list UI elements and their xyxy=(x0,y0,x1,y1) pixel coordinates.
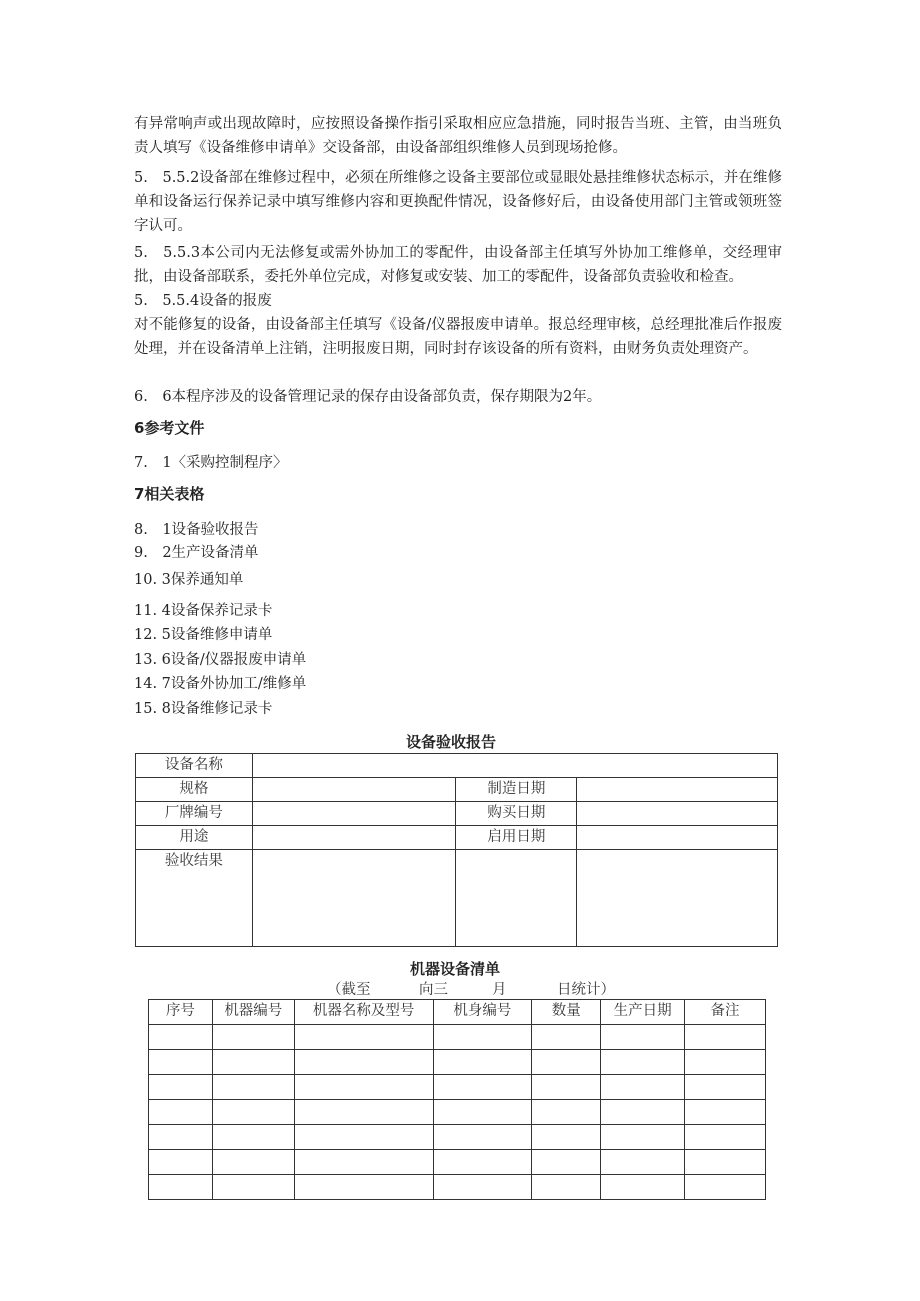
table-cell[interactable] xyxy=(601,1175,685,1200)
reference-item: 7. 1〈采购控制程序〉 xyxy=(134,455,288,471)
value-spec[interactable] xyxy=(252,778,456,802)
table-cell[interactable] xyxy=(212,1050,294,1075)
table-header-row xyxy=(149,1000,766,1025)
table-row xyxy=(136,850,778,947)
table-cell[interactable] xyxy=(433,1150,532,1175)
form-list-item: 9. 2生产设备清单 xyxy=(134,545,259,561)
value-purchase-date[interactable] xyxy=(577,802,778,826)
body-line-5-5-4: 5. 5.5.4设备的报废 xyxy=(134,293,272,309)
table-cell[interactable] xyxy=(601,1025,685,1050)
table-row xyxy=(149,1100,766,1125)
table-cell[interactable] xyxy=(294,1125,433,1150)
equipment-list-subtitle-3: 月 xyxy=(492,982,507,998)
table-cell[interactable] xyxy=(532,1075,601,1100)
value-acceptance-result-3[interactable] xyxy=(577,850,778,947)
table-cell[interactable] xyxy=(433,1100,532,1125)
table-cell[interactable] xyxy=(149,1100,213,1125)
table-cell[interactable] xyxy=(685,1150,766,1175)
table-cell[interactable] xyxy=(433,1025,532,1050)
table-cell[interactable] xyxy=(294,1175,433,1200)
table-cell[interactable] xyxy=(532,1100,601,1125)
table-cell[interactable] xyxy=(685,1100,766,1125)
table-row xyxy=(136,778,778,802)
table-row xyxy=(149,1075,766,1100)
body-line-6: 6. 6本程序涉及的设备管理记录的保存由设备部负责，保存期限为2年。 xyxy=(134,389,602,405)
equipment-list-subtitle-1: （截至 xyxy=(327,982,371,998)
column-header: 机器编号 xyxy=(212,1000,294,1025)
heading-reference-docs: 6参考文件 xyxy=(134,419,205,437)
column-header: 机器名称及型号 xyxy=(294,1000,433,1025)
form-list-item: 15. 8设备维修记录卡 xyxy=(134,701,273,717)
label-acceptance-result: 验收结果 xyxy=(136,850,253,947)
table-cell[interactable] xyxy=(433,1050,532,1075)
table-row xyxy=(136,826,778,850)
value-mfg-date[interactable] xyxy=(577,778,778,802)
label-manufacturer-no: 厂牌编号 xyxy=(136,802,253,826)
column-header: 生产日期 xyxy=(601,1000,685,1025)
form-list-item: 10. 3保养通知单 xyxy=(134,572,244,588)
table-cell[interactable] xyxy=(149,1050,213,1075)
label-purpose: 用途 xyxy=(136,826,253,850)
form-list-item: 11. 4设备保养记录卡 xyxy=(134,603,273,619)
table-cell[interactable] xyxy=(212,1075,294,1100)
body-paragraph: 有异常响声或出现故障时，应按照设备操作指引采取相应应急措施，同时报告当班、主管，由当班负责人填写《设备维修申请单》交设备部，由设备部组织维修人员到现场抢修。 xyxy=(134,116,782,156)
table-cell[interactable] xyxy=(433,1175,532,1200)
acceptance-report-table xyxy=(135,753,778,947)
table-cell[interactable] xyxy=(149,1150,213,1175)
table-cell[interactable] xyxy=(149,1125,213,1150)
table-cell[interactable] xyxy=(433,1125,532,1150)
form-list-item: 8. 1设备验收报告 xyxy=(134,522,259,538)
label-mfg-date: 制造日期 xyxy=(456,778,577,802)
value-start-date[interactable] xyxy=(577,826,778,850)
table-cell[interactable] xyxy=(294,1075,433,1100)
table-cell[interactable] xyxy=(212,1025,294,1050)
table-cell[interactable] xyxy=(601,1100,685,1125)
table-cell[interactable] xyxy=(294,1025,433,1050)
table-row xyxy=(149,1125,766,1150)
label-purchase-date: 购买日期 xyxy=(456,802,577,826)
form-list-item: 12. 5设备维修申请单 xyxy=(134,627,273,643)
equipment-list-title: 机器设备清单 xyxy=(410,960,501,978)
heading-related-forms: 7相关表格 xyxy=(134,485,205,503)
table-cell[interactable] xyxy=(212,1175,294,1200)
table-cell[interactable] xyxy=(685,1175,766,1200)
column-header: 数量 xyxy=(532,1000,601,1025)
table-cell[interactable] xyxy=(532,1175,601,1200)
table-cell[interactable] xyxy=(685,1050,766,1075)
table-cell[interactable] xyxy=(532,1025,601,1050)
table-row xyxy=(149,1150,766,1175)
label-start-date: 启用日期 xyxy=(456,826,577,850)
column-header: 序号 xyxy=(149,1000,213,1025)
body-paragraph-5-5-2: 5. 5.5.2设备部在维修过程中，必须在所维修之设备主要部位或显眼处悬挂维修状态标示，并在维修单和设备运行保养记录中填写维修内容和更换配件情况，设备修好后，由设备使用部门主管或领班签字认可。 xyxy=(134,170,782,234)
table-cell[interactable] xyxy=(685,1075,766,1100)
table-cell[interactable] xyxy=(149,1075,213,1100)
equipment-list-table xyxy=(148,999,766,1200)
table-cell[interactable] xyxy=(294,1050,433,1075)
table-row xyxy=(149,1050,766,1075)
acceptance-report-title: 设备验收报告 xyxy=(406,733,497,751)
form-list-item: 13. 6设备/仪器报废申请单 xyxy=(134,652,307,668)
table-cell[interactable] xyxy=(685,1025,766,1050)
body-paragraph-scrap: 对不能修复的设备，由设备部主任填写《设备/仪器报废申请单。报总经理审核，总经理批准后作报废处理，并在设备清单上注销，注明报废日期，同时封存该设备的所有资料，由财务负责处理资产。 xyxy=(134,317,782,357)
equipment-list-subtitle-4: 日统计） xyxy=(557,982,615,998)
value-manufacturer-no[interactable] xyxy=(252,802,456,826)
table-row xyxy=(136,754,778,778)
table-cell[interactable] xyxy=(685,1125,766,1150)
table-row xyxy=(136,802,778,826)
table-cell[interactable] xyxy=(294,1100,433,1125)
label-equipment-name: 设备名称 xyxy=(136,754,253,778)
label-spec: 规格 xyxy=(136,778,253,802)
table-cell[interactable] xyxy=(601,1125,685,1150)
table-row xyxy=(149,1025,766,1050)
table-cell[interactable] xyxy=(532,1050,601,1075)
value-acceptance-result[interactable] xyxy=(252,850,456,947)
table-cell[interactable] xyxy=(294,1150,433,1175)
column-header: 备注 xyxy=(685,1000,766,1025)
table-cell[interactable] xyxy=(601,1150,685,1175)
table-cell[interactable] xyxy=(212,1150,294,1175)
body-paragraph-5-5-3: 5. 5.5.3本公司内无法修复或需外协加工的零配件，由设备部主任填写外协加工维修单，交经理审批，由设备部联系，委托外单位完成，对修复或安装、加工的零配件，设备部负责验收和检查。 xyxy=(134,245,782,285)
column-header: 机身编号 xyxy=(433,1000,532,1025)
table-cell[interactable] xyxy=(532,1150,601,1175)
table-cell[interactable] xyxy=(601,1075,685,1100)
table-cell[interactable] xyxy=(149,1025,213,1050)
table-cell[interactable] xyxy=(212,1125,294,1150)
table-cell[interactable] xyxy=(212,1100,294,1125)
value-purpose[interactable] xyxy=(252,826,456,850)
table-cell[interactable] xyxy=(532,1125,601,1150)
table-cell[interactable] xyxy=(433,1075,532,1100)
form-list-item: 14. 7设备外协加工/维修单 xyxy=(134,676,307,692)
value-acceptance-result-2[interactable] xyxy=(456,850,577,947)
table-cell[interactable] xyxy=(601,1050,685,1075)
table-cell[interactable] xyxy=(149,1175,213,1200)
table-row xyxy=(149,1175,766,1200)
value-equipment-name[interactable] xyxy=(252,754,777,778)
equipment-list-subtitle-2: 向三 xyxy=(419,982,448,998)
